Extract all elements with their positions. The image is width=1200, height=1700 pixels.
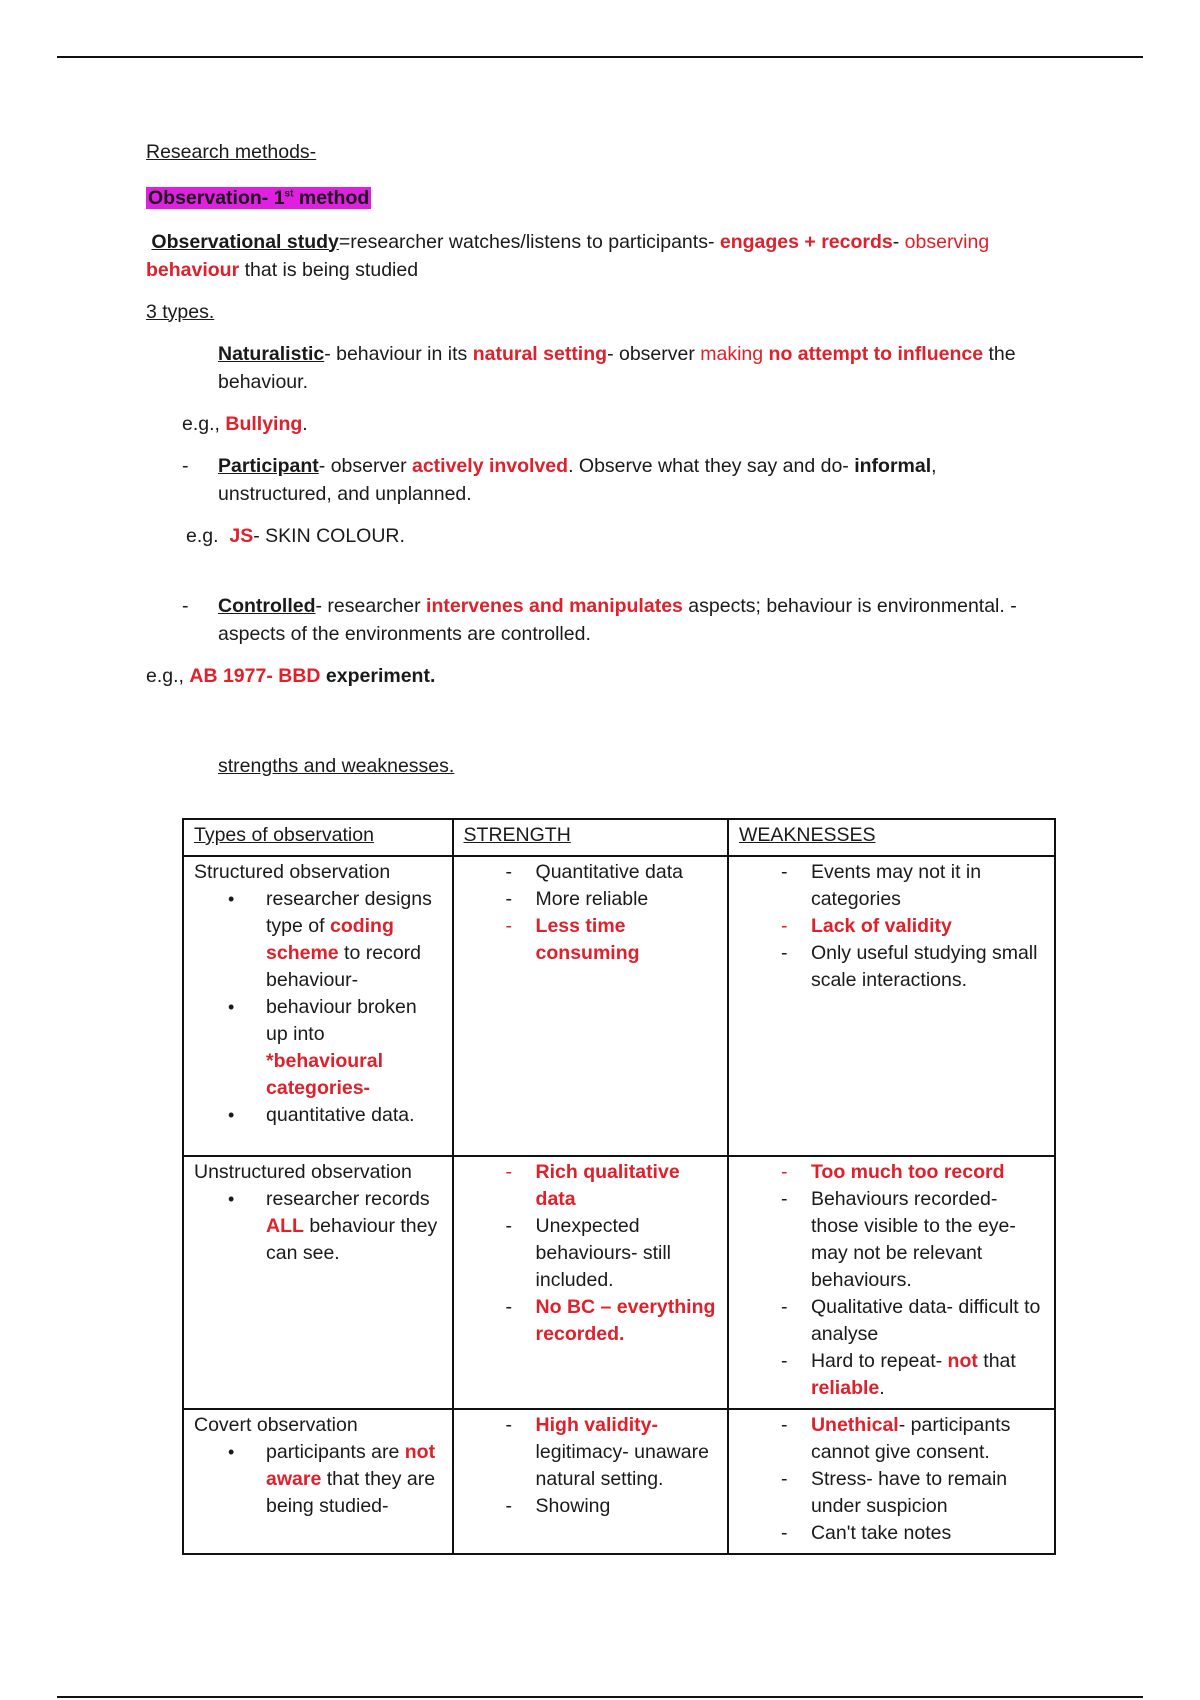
page-title: Research methods- bbox=[146, 141, 317, 163]
list-item: - Behaviours recorded- those visible to the eye- may not be relevant behaviours. bbox=[739, 1186, 1044, 1294]
list-item: - Quantitative data bbox=[464, 859, 717, 886]
definition-paragraph: Observational study=researcher watches/listens to participants- engages + records- observing behaviour that is being studied bbox=[146, 230, 990, 281]
structured-cell: Structured observation • researcher designs type of coding scheme to record behaviour- • behaviour broken up into *behavioural categories- • quantitative data. bbox=[183, 856, 453, 1156]
top-rule bbox=[57, 56, 1143, 58]
structured-weaknesses bbox=[728, 856, 1055, 1156]
list-item: - Rich qualitative data bbox=[464, 1159, 717, 1213]
header-weaknesses: WEAKNESSES bbox=[728, 819, 1055, 856]
covert-cell: Covert observation • participants are not aware that they are being studied- bbox=[183, 1409, 453, 1554]
types-heading: 3 types. bbox=[146, 300, 215, 323]
table-row bbox=[183, 856, 1055, 1156]
list-item: - Hard to repeat- not that reliable. bbox=[739, 1348, 1044, 1402]
covert-weaknesses bbox=[728, 1409, 1055, 1554]
list-item: - Too much too record bbox=[739, 1159, 1044, 1186]
header-strength: STRENGTH bbox=[453, 819, 728, 856]
participant-example: e.g. JS- SKIN COLOUR. bbox=[186, 524, 405, 547]
participant-paragraph: - Participant- observer actively involved. Observe what they say and do- informal, unstructured, and unplanned. bbox=[182, 454, 937, 505]
list-item: - Unexpected behaviours- still included. bbox=[464, 1213, 717, 1294]
structured-strengths bbox=[453, 856, 728, 1156]
unstructured-strengths bbox=[453, 1156, 728, 1409]
naturalistic-example: e.g., Bullying. bbox=[182, 412, 308, 435]
table-row bbox=[183, 1156, 1055, 1409]
controlled-paragraph: - Controlled- researcher intervenes and manipulates aspects; behaviour is environmental. - aspects of the environments are controlled. bbox=[182, 594, 1017, 645]
table-row bbox=[183, 1409, 1055, 1554]
list-item: • researcher designs type of coding scheme to record behaviour- bbox=[194, 886, 442, 994]
list-item: - Less time consuming bbox=[464, 913, 717, 967]
list-item: - No BC – everything recorded. bbox=[464, 1294, 717, 1348]
unstructured-weaknesses bbox=[728, 1156, 1055, 1409]
list-item: - Qualitative data- difficult to analyse bbox=[739, 1294, 1044, 1348]
controlled-example: e.g., AB 1977- BBD experiment. bbox=[146, 664, 436, 687]
list-item: - Can't take notes bbox=[739, 1520, 1044, 1547]
list-item: • researcher records ALL behaviour they can see. bbox=[194, 1186, 442, 1267]
naturalistic-paragraph: Naturalistic- behaviour in its natural setting- observer making no attempt to influence the behaviour. bbox=[218, 342, 1016, 393]
list-item: - Lack of validity bbox=[739, 913, 1044, 940]
list-item: - Unethical- participants cannot give consent. bbox=[739, 1412, 1044, 1466]
document-body bbox=[146, 138, 1046, 782]
list-item: • participants are not aware that they are being studied- bbox=[194, 1439, 442, 1520]
list-item: - Stress- have to remain under suspicion bbox=[739, 1466, 1044, 1520]
header-types: Types of observation bbox=[183, 819, 453, 856]
strengths-weaknesses-heading: strengths and weaknesses. bbox=[218, 754, 455, 777]
method-label bbox=[146, 180, 1046, 212]
list-item: - Showing bbox=[464, 1493, 717, 1520]
covert-strengths bbox=[453, 1409, 728, 1554]
bottom-rule bbox=[57, 1696, 1143, 1698]
observation-table bbox=[182, 818, 1056, 1555]
list-item: - Events may not it in categories bbox=[739, 859, 1044, 913]
unstructured-cell: Unstructured observation • researcher records ALL behaviour they can see. bbox=[183, 1156, 453, 1409]
list-item: • behaviour broken up into *behavioural categories- bbox=[194, 994, 442, 1102]
list-item: - High validity- legitimacy- unaware natural setting. bbox=[464, 1412, 717, 1493]
table-header-row bbox=[183, 819, 1055, 856]
list-item: • quantitative data. bbox=[194, 1102, 442, 1129]
list-item: - Only useful studying small scale interactions. bbox=[739, 940, 1044, 994]
highlighted-method: Observation- 1st method bbox=[148, 186, 370, 209]
list-item: - More reliable bbox=[464, 886, 717, 913]
